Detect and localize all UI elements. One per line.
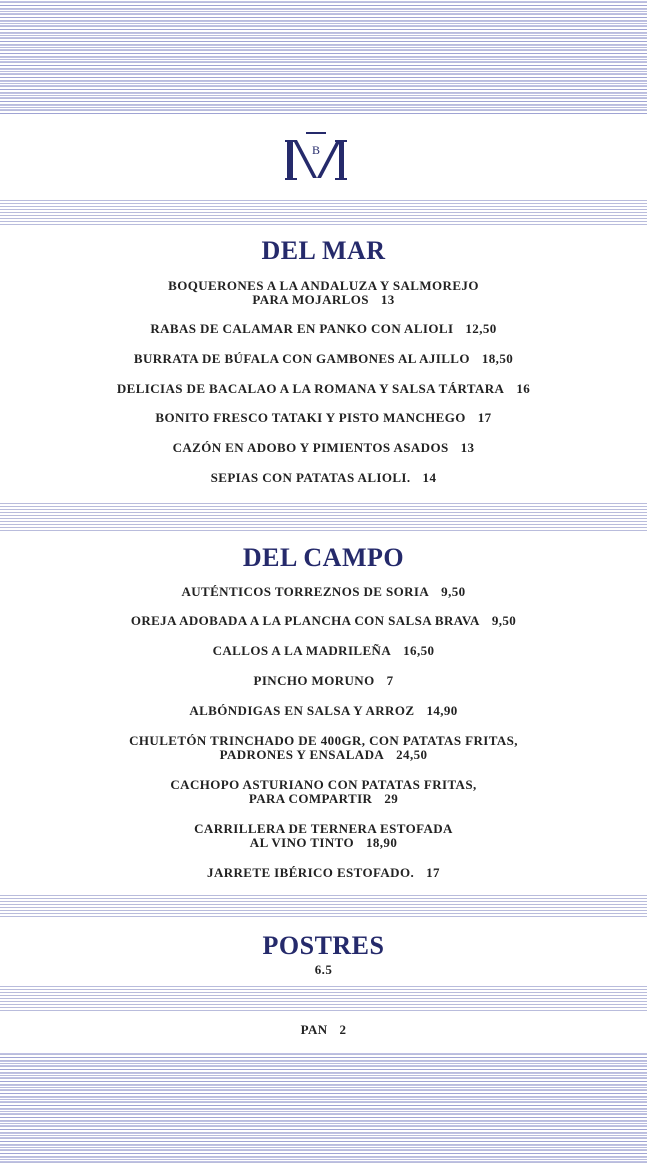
menu-item: BURRATA DE BÚFALA CON GAMBONES AL AJILLO 18,50 — [133, 351, 514, 366]
menu-item: BONITO FRESCO TATAKI Y PISTO MANCHEGO 17 — [155, 410, 492, 425]
svg-text:B: B — [311, 143, 321, 157]
menu-item: CHULETÓN TRINCHADO DE 400GR, CON PATATAS FRITAS, PADRONES Y ENSALADA 24,50 — [129, 733, 518, 762]
menu-item: BOQUERONES A LA ANDALUZA Y SALMOREJO PARA MOJARLOS 13 — [168, 278, 479, 307]
divider-stripe-1 — [0, 198, 647, 226]
menu-item: CACHOPO ASTURIANO CON PATATAS FRITAS, PARA COMPARTIR 29 — [170, 777, 477, 806]
menu-item: OREJA ADOBADA A LA PLANCHA CON SALSA BRAVA 9,50 — [130, 613, 517, 628]
menu-item: SEPIAS CON PATATAS ALIOLI. 14 — [210, 470, 437, 485]
monogram-mb-icon — [283, 132, 351, 184]
menu-item: ALBÓNDIGAS EN SALSA Y ARROZ 14,90 — [189, 703, 458, 718]
postres-price: 6.5 — [314, 962, 333, 977]
menu-item-pan: PAN 2 — [300, 1022, 347, 1037]
section-title-campo: DEL CAMPO — [242, 543, 405, 572]
menu-item: CARRILLERA DE TERNERA ESTOFADA AL VINO TINTO 18,90 — [194, 821, 453, 850]
menu-item: DELICIAS DE BACALAO A LA ROMANA Y SALSA TÁRTARA 16 — [116, 381, 531, 396]
menu-item: AUTÉNTICOS TORREZNOS DE SORIA 9,50 — [181, 584, 466, 599]
menu-item: PINCHO MORUNO 7 — [253, 673, 394, 688]
section-title-postres: POSTRES — [262, 931, 385, 960]
menu-item: CAZÓN EN ADOBO Y PIMIENTOS ASADOS 13 — [172, 440, 475, 455]
menu-item: JARRETE IBÉRICO ESTOFADO. 17 — [207, 865, 440, 880]
section-title-mar: DEL MAR — [261, 236, 386, 265]
menu-item: RABAS DE CALAMAR EN PANKO CON ALIOLI 12,50 — [150, 321, 497, 336]
divider-stripe-4 — [0, 984, 647, 1012]
menu-item: CALLOS A LA MADRILEÑA 16,50 — [212, 643, 435, 658]
divider-stripe-2 — [0, 501, 647, 531]
header-stripe-band — [0, 0, 647, 115]
divider-stripe-3 — [0, 893, 647, 918]
footer-stripe-band — [0, 1052, 647, 1165]
